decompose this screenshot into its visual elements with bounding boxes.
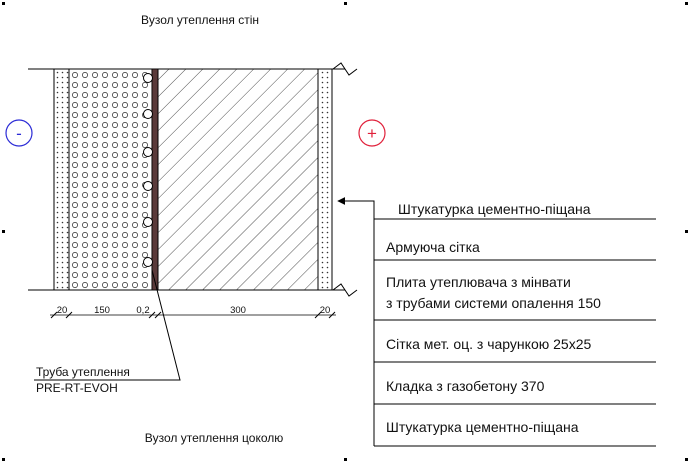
aerated-concrete-layer [158, 69, 318, 290]
legend-metal-mesh: Сітка мет. оц. з чарункою 25х25 [386, 336, 592, 352]
inner-plaster-layer [318, 69, 332, 290]
legend-inner-plaster: Штукатурка цементно-піщана [386, 419, 579, 435]
heating-pipe [144, 110, 153, 119]
dim-outer-plaster: 20 [56, 305, 68, 316]
leader-label: Штукатурка цементно-піщана [398, 201, 591, 217]
heating-pipe [144, 148, 153, 157]
legend-insulation-board-line2: з трубами системи опалення 150 [386, 295, 601, 311]
legend-insulation-board-line1: Плита утеплювача з мінвати [386, 274, 571, 290]
pipe-label-line2: PRE-RT-EVOH [36, 381, 118, 395]
dim-insulation: 150 [94, 305, 110, 316]
heating-pipe [144, 218, 153, 227]
metal-mesh-layer [152, 69, 158, 290]
heating-pipe [144, 74, 153, 83]
title-bottom: Вузол утеплення цоколю [144, 431, 284, 445]
heating-pipe [144, 258, 153, 267]
legend-reinforcing-mesh: Армуюча сітка [386, 239, 480, 255]
legend-aerated-concrete: Кладка з газобетону 370 [386, 378, 545, 394]
title-top: Вузол утеплення стін [140, 13, 260, 27]
mineral-wool-layer [69, 69, 152, 290]
outer-plaster-layer [54, 69, 69, 290]
dim-inner-plaster: 20 [319, 305, 331, 316]
pipe-label-line1: Труба утеплення [36, 365, 130, 379]
heating-pipe [144, 182, 153, 191]
outside-minus-sign: - [16, 124, 22, 143]
plaster-leader-arrow [338, 201, 374, 219]
dim-mesh: 0,2 [136, 305, 150, 316]
inside-plus-sign: + [367, 124, 377, 143]
layer-legend [374, 219, 656, 446]
dim-masonry: 300 [230, 305, 246, 316]
